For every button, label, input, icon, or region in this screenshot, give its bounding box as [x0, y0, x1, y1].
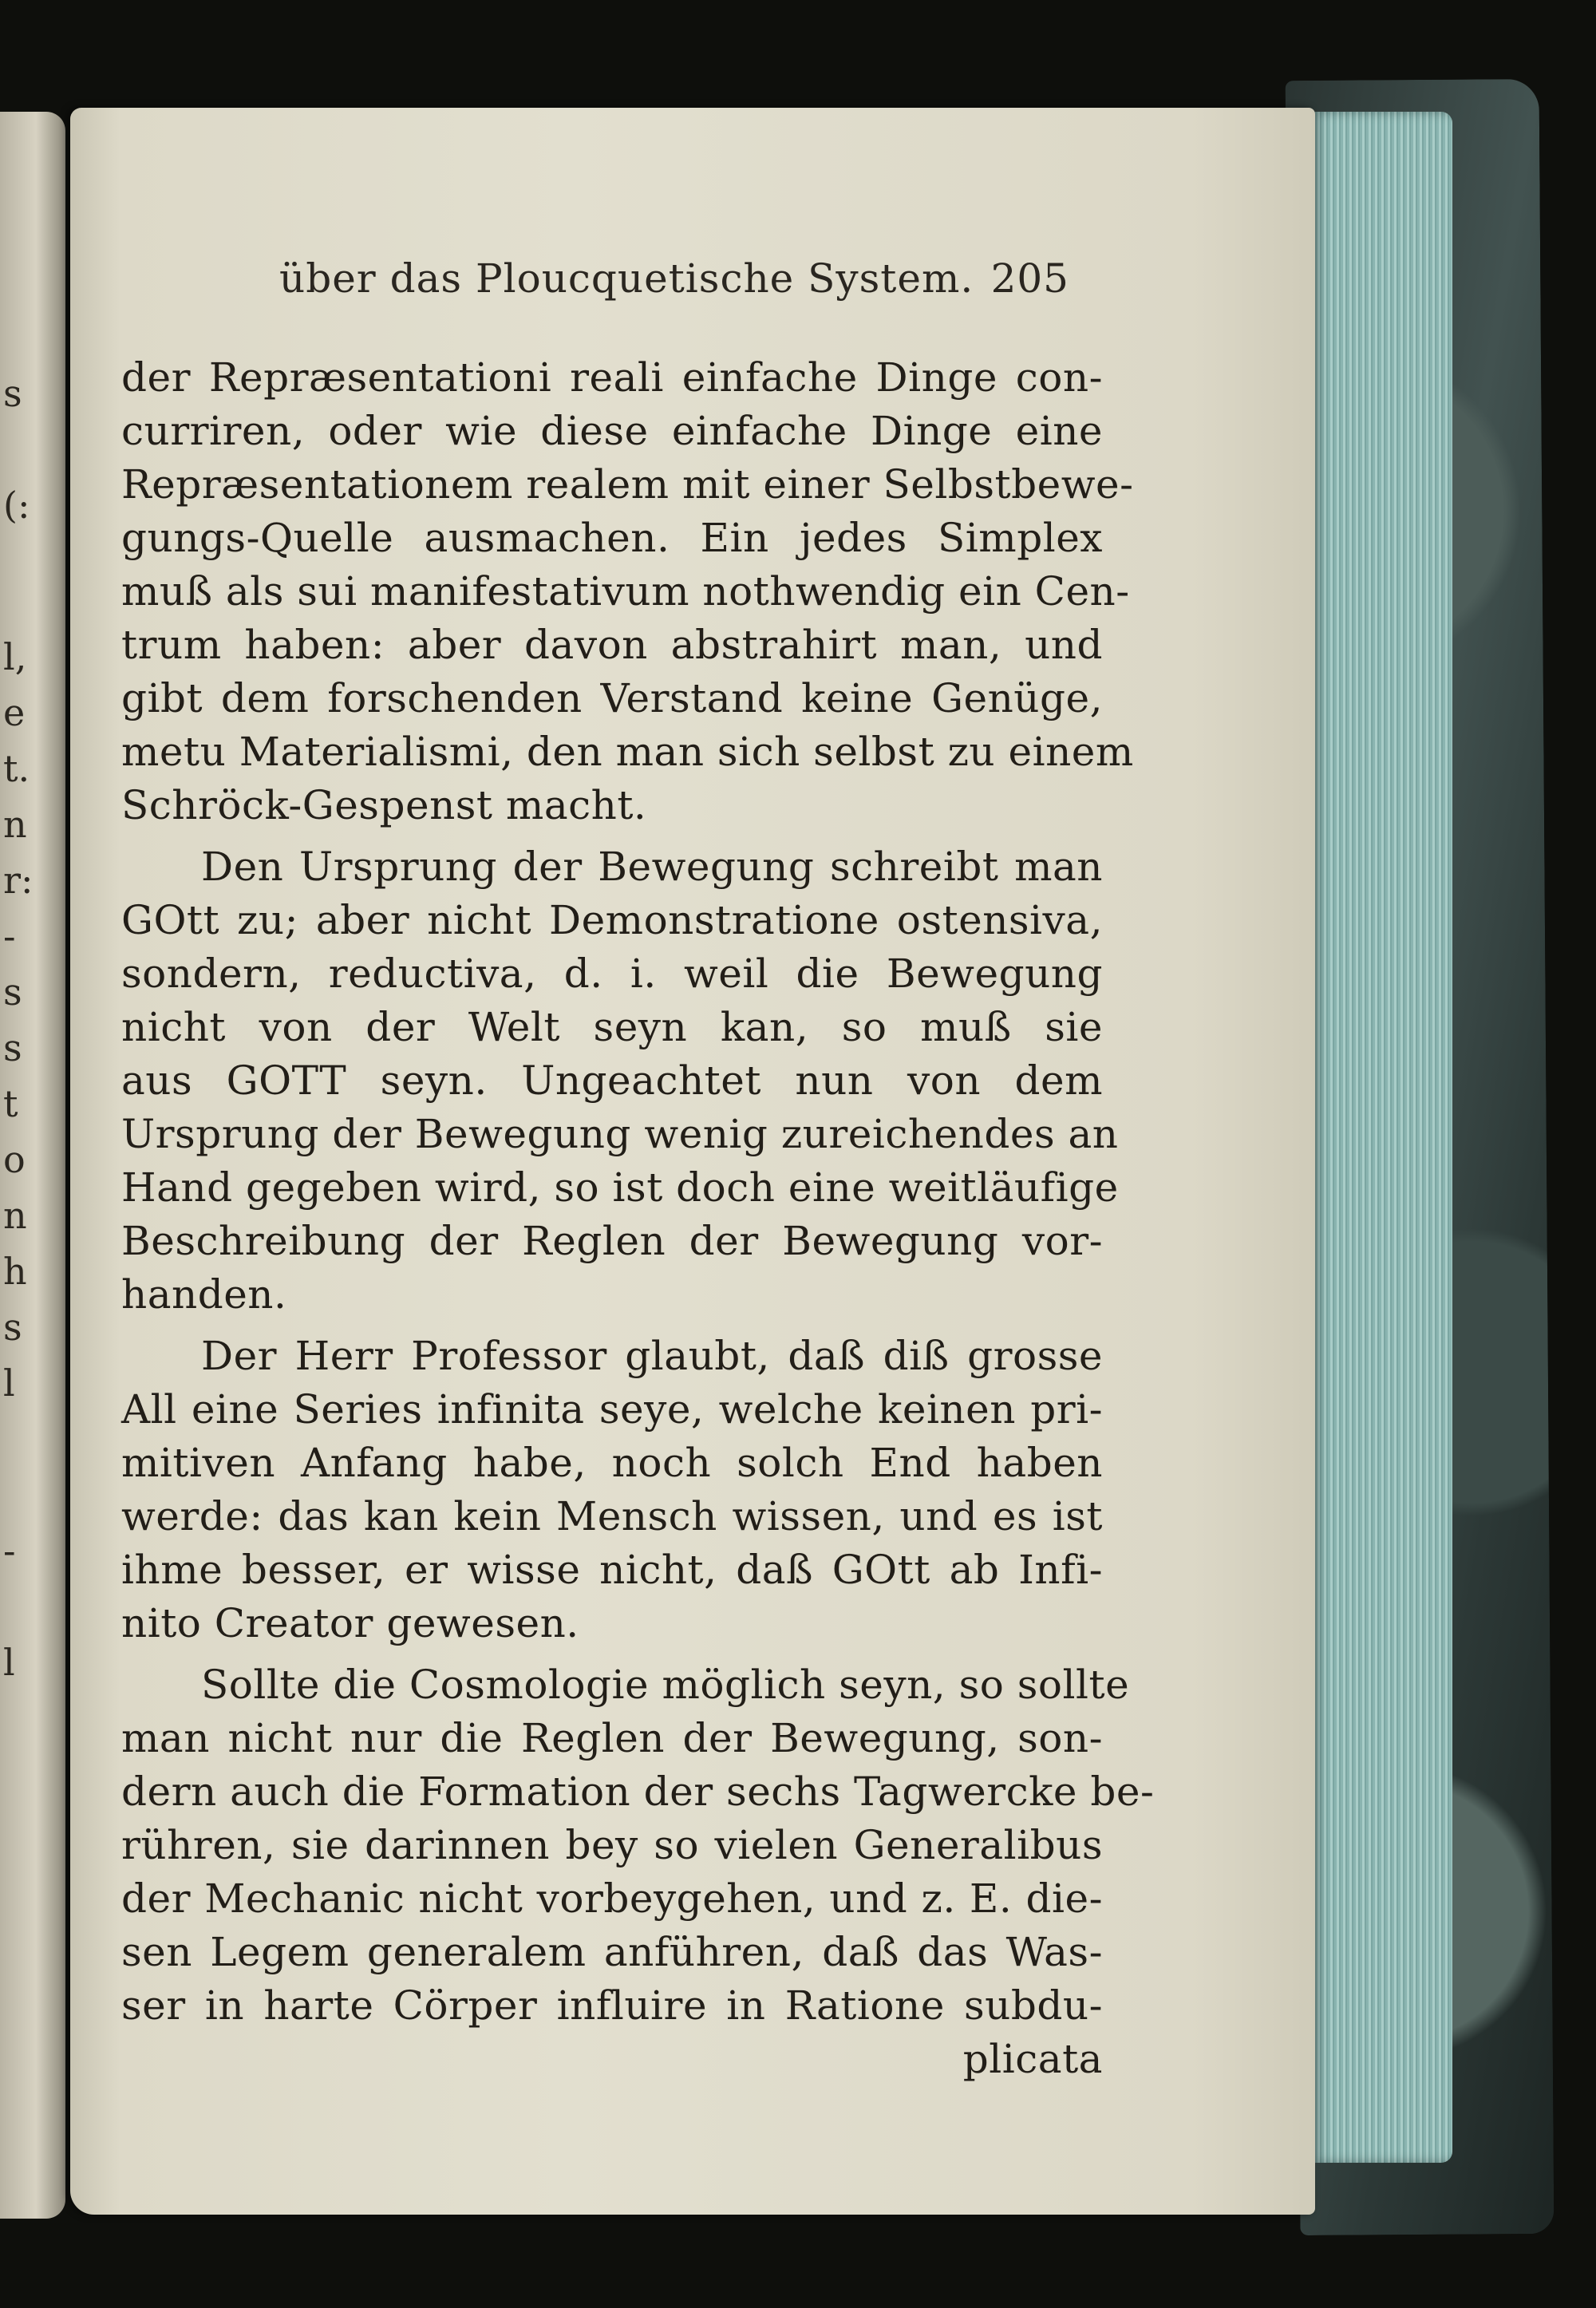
page-body: [121, 351, 1155, 2086]
previous-page-fragment: t: [3, 1082, 18, 1125]
page-number: 205: [990, 255, 1069, 302]
text-line: der Repræsentationi reali einfache Dinge con-: [121, 354, 1103, 401]
previous-page-fragment: h: [3, 1250, 27, 1293]
text-line: aus GOTT seyn. Ungeachtet nun von dem: [121, 1057, 1103, 1104]
text-line: Schröck-Gespenst macht.: [121, 782, 647, 828]
text-line: man nicht nur die Reglen der Bewegung, son-: [121, 1715, 1103, 1761]
text-line: dern auch die Formation der sechs Tagwercke be-: [121, 1769, 1155, 1815]
previous-page-fragment: o: [3, 1138, 26, 1181]
previous-page-fragment: t.: [3, 747, 30, 790]
text-line: Sollte die Cosmologie möglich seyn, so sollte: [201, 1662, 1130, 1708]
catchword: plicata: [962, 2036, 1103, 2082]
text-line: curriren, oder wie diese einfache Dinge eine: [121, 408, 1103, 454]
text-line: metu Materialismi, den man sich selbst zu einem: [121, 729, 1134, 775]
previous-page-fragment: r:: [3, 859, 34, 902]
text-line: ser in harte Cörper influire in Ratione subdu-: [121, 1982, 1103, 2029]
previous-page-fragment: s: [3, 1306, 22, 1349]
previous-page-fragment: s: [3, 1026, 22, 1069]
text-line: Beschreibung der Reglen der Bewegung vor-: [121, 1218, 1103, 1264]
text-line: nito Creator gewesen.: [121, 1600, 579, 1646]
text-line: Hand gegeben wird, so ist doch eine weitläufige: [121, 1164, 1119, 1211]
previous-page-fragment: l: [3, 1641, 15, 1684]
text-line: All eine Series infinita seye, welche keinen pri-: [121, 1386, 1103, 1433]
previous-page-fragment: l: [3, 1361, 15, 1405]
text-line: gibt dem forschenden Verstand keine Genüge,: [121, 675, 1103, 721]
text-line: Repræsentationem realem mit einer Selbstbewe-: [121, 461, 1134, 508]
page-edges: [1309, 112, 1452, 2163]
text-line: rühren, sie darinnen bey so vielen Generalibus: [121, 1822, 1103, 1868]
previous-page-fragment: -: [3, 915, 16, 958]
text-line: mitiven Anfang habe, noch solch End haben: [121, 1440, 1103, 1486]
text-line: gungs-Quelle ausmachen. Ein jedes Simplex: [121, 515, 1103, 561]
text-line: nicht von der Welt seyn kan, so muß sie: [121, 1004, 1103, 1050]
text-line: Der Herr Professor glaubt, daß diß grosse: [201, 1333, 1103, 1379]
text-line: sen Legem generalem anführen, daß das Was-: [121, 1929, 1103, 1975]
text-line: trum haben: aber davon abstrahirt man, und: [121, 622, 1103, 668]
text-line: GOtt zu; aber nicht Demonstratione ostensiva,: [121, 897, 1103, 943]
previous-page-fragment: e: [3, 691, 26, 734]
previous-page-fragment: (:: [3, 484, 30, 527]
text-line: handen.: [121, 1271, 287, 1318]
previous-page-fragment: s: [3, 970, 22, 1014]
running-title: über das Ploucquetische System.: [279, 255, 974, 302]
text-line: sondern, reductiva, d. i. weil die Bewegung: [121, 950, 1103, 997]
text-line: Den Ursprung der Bewegung schreibt man: [201, 844, 1103, 890]
previous-page-fragment: n: [3, 803, 27, 846]
previous-page-fragment: n: [3, 1194, 27, 1237]
previous-page-fragment: s: [3, 372, 22, 415]
text-line: der Mechanic nicht vorbeygehen, und z. E. die-: [121, 1875, 1103, 1922]
previous-page-edge: [0, 112, 65, 2219]
text-line: ihme besser, er wisse nicht, daß GOtt ab Infi-: [121, 1547, 1103, 1593]
previous-page-fragment: l,: [3, 635, 27, 678]
previous-page-fragment: -: [3, 1529, 16, 1572]
text-line: muß als sui manifestativum nothwendig ein Cen-: [121, 568, 1130, 615]
text-line: Ursprung der Bewegung wenig zureichendes an: [121, 1111, 1119, 1157]
text-line: werde: das kan kein Mensch wissen, und es ist: [121, 1493, 1103, 1539]
